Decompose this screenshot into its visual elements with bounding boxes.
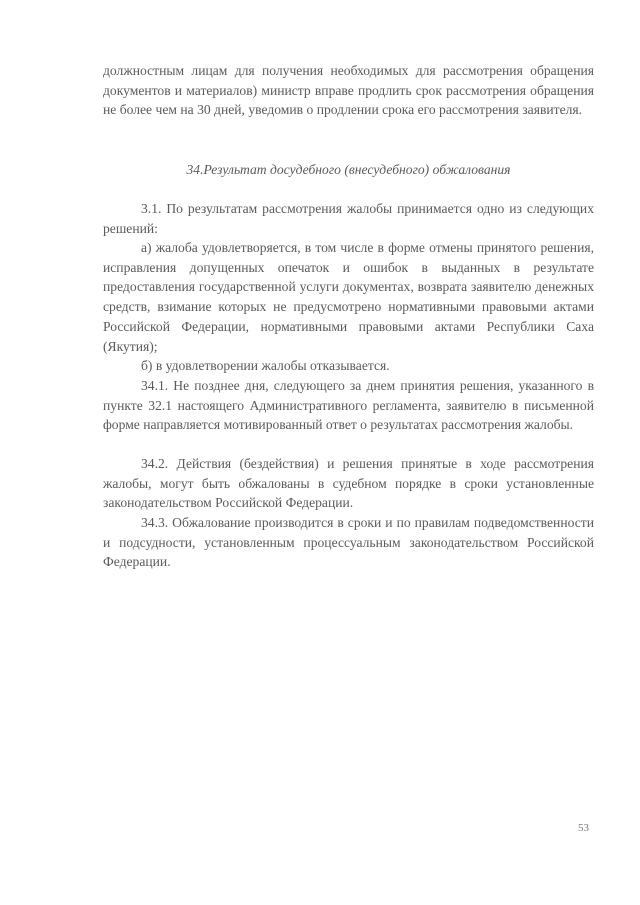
continuation-paragraph: должностным лицам для получения необходимых для рассмотрения обращения документов и материалов) министр вправе продлить срок рассмотрения обращения не более чем на 30 дней, уведомив о продлении срока его рассмотрения заявителя. <box>103 63 594 118</box>
page-number: 53 <box>578 822 589 834</box>
paragraph-34-1: 34.1. Не позднее дня, следующего за днем принятия решения, указанного в пункте 32.1 настоящего Административного регламента, заявителю в письменной форме направляется мотивированный ответ о результатах рассмотрения жалобы. <box>103 378 594 433</box>
paragraph-option-a: а) жалоба удовлетворяется, в том числе в форме отмены принятого решения, исправления допущенных опечаток и ошибок в выданных в результате предоставления государственной услуги документах, возврата заявителю денежных средств, взимание которых не предусмотрено нормативными правовыми актами Российской Федерации, нормативными правовыми актами Республики Саха (Якутия); <box>103 240 594 354</box>
paragraph-3-1: 3.1. По результатам рассмотрения жалобы принимается одно из следующих решений: <box>103 201 594 236</box>
section-heading: 34.Результат досудебного (внесудебного) обжалования <box>186 162 511 177</box>
paragraph-34-3: 34.3. Обжалование производится в сроки и по правилам подведомственности и подсудности, установленным процессуальным законодательством Российской Федерации. <box>103 515 594 570</box>
paragraph-34-2: 34.2. Действия (бездействия) и решения принятые в ходе рассмотрения жалобы, могут быть обжалованы в судебном порядке в сроки установленные законодательством Российской Федерации. <box>103 456 594 511</box>
paragraph-option-b: б) в удовлетворении жалобы отказывается. <box>141 358 390 373</box>
